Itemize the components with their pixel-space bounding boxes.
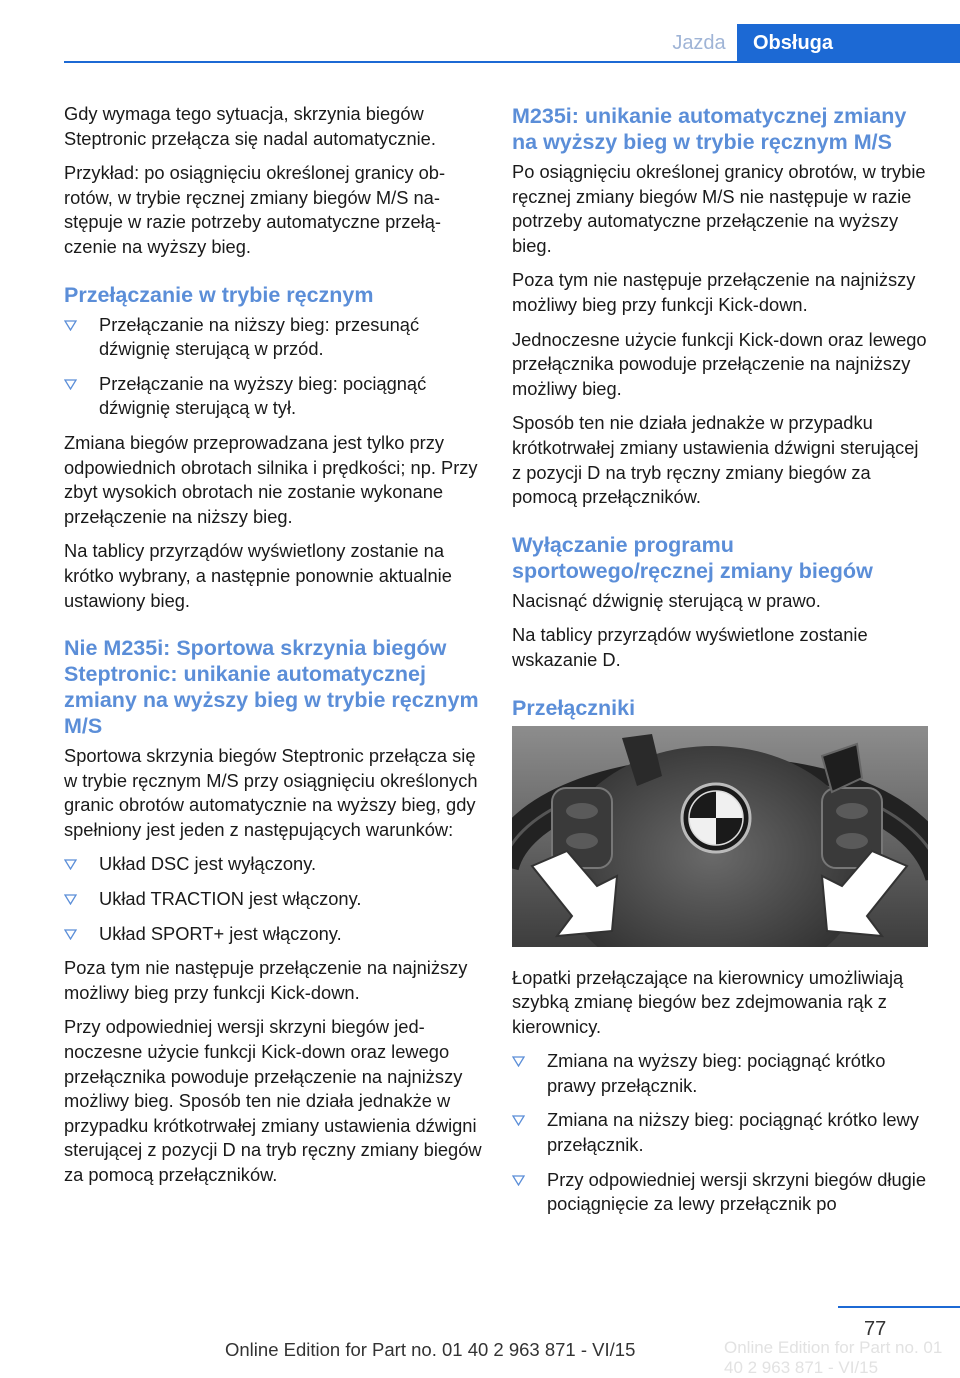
paragraph: Sportowa skrzynia biegów Steptronic przełącza się w trybie ręcznym M/S przy osiągnięciu określonych granic obrotów automatycznie na wyższy bieg, gdy spełniony jest jeden z następujących warunków: [64, 745, 478, 840]
list-item [512, 1168, 928, 1217]
list-item-text: Zmiana na niższy bieg: pociągnąć krótko lewy przełącznik. [547, 1109, 919, 1156]
tab-jazda[interactable]: Jazda [672, 32, 726, 54]
list-item [64, 887, 486, 912]
paragraph: Łopatki przełączające na kierownicy umożliwiają szybką zmianę biegów bez zdejmowania rąk z kierownicy. [512, 966, 904, 1037]
list-item-text: Układ SPORT+ jest włączony. [99, 922, 342, 944]
watermark-text: Online Edition for Part no. 01 40 2 963 871 - VI/15 [724, 1338, 943, 1377]
list-item-text: Przełączanie na wyższy bieg: pociągnąć dźwignię sterującą w tył. [99, 372, 427, 419]
paragraph: Przy odpowiedniej wersji skrzyni biegów jednoczesne użycie funkcji Kick-down oraz lewego przełącznika powoduje przełączenie na najniższy możliwy bieg. Sposób ten nie działa jednakże w przypadku krótkotrwałej zmiany ustawienia dźwigni sterującej z pozycji D na tryb ręczny zmiany biegów za pomocą przełączników. [64, 1016, 482, 1185]
section-heading: Przełączanie w trybie ręcznym [64, 282, 374, 307]
paragraph: Poza tym nie następuje przełączenie na najniższy możliwy bieg przy funkcji Kick-down. [64, 957, 468, 1003]
list-item [64, 313, 486, 362]
edition-footer: Online Edition for Part no. 01 40 2 963 871 - VI/15 [225, 1339, 636, 1360]
section-heading: Przełączniki [512, 695, 636, 720]
list-item-text: Układ DSC jest wyłączony. [99, 853, 317, 875]
paragraph: Po osiągnięciu określonej granicy obrotów, w trybie ręcznej zmiany biegów M/S nie następuje w razie potrzeby automatyczne przełączenie na wyższy bieg. [512, 161, 926, 256]
bullet-list [64, 313, 486, 421]
paragraph: Gdy wymaga tego sytuacja, skrzynia biegów Steptronic przełącza się nadal automatycznie. [64, 103, 436, 149]
triangle-bullet-icon [64, 379, 77, 390]
paragraph: Na tablicy przyrządów wyświetlony zostanie na krótko wybrany, a następnie ponownie aktualnie ustawiony bieg. [64, 540, 452, 611]
list-item [64, 922, 486, 947]
triangle-bullet-icon [64, 320, 77, 331]
triangle-bullet-icon [64, 859, 77, 870]
paragraph: Sposób ten nie działa jednakże w przypadku krótkotrwałej zmiany ustawienia dźwigni sterującej z pozycji D na tryb ręczny zmiany biegów za pomocą przełączników. [512, 412, 919, 508]
section-heading: Wyłączanie programu sportowego/ręcznej zmiany biegów [512, 532, 873, 583]
list-item-text: Przy odpowiedniej wersji skrzyni biegów długie pociągnięcie za lewy przełącznik po [547, 1168, 927, 1215]
triangle-bullet-icon [512, 1175, 525, 1186]
paragraph: Poza tym nie następuje przełączenie na najniższy możliwy bieg przy funkcji Kick-down. [512, 269, 916, 315]
paragraph: Zmiana biegów przeprowadzana jest tylko przy odpowiednich obrotach silnika i prędkości; np. Przy zbyt wysokich obrotach nie zostanie wykonane przełączenie na niższy bieg. [64, 431, 478, 527]
triangle-bullet-icon [64, 894, 77, 905]
list-item [64, 852, 486, 877]
paragraph: Nacisnąć dźwignię sterującą w prawo. [512, 589, 821, 611]
footer-rule [838, 1306, 960, 1308]
steering-wheel-paddles-photo [512, 726, 928, 947]
section-heading: Nie M235i: Sportowa skrzynia biegów Steptronic: unikanie automatycznej zmiany na wyższy bieg w trybie ręcznym M/S [64, 636, 479, 739]
paragraph: Jednoczesne użycie funkcji Kick-down oraz lewego przełącznika powoduje przełączenie na najniższy możliwy bieg. [512, 328, 927, 399]
list-item [512, 1108, 928, 1157]
list-item-text: Układ TRACTION jest włączony. [99, 888, 362, 910]
paragraph: Na tablicy przyrządów wyświetlone zostanie wskazanie D. [512, 624, 868, 670]
list-item-text: Zmiana na wyższy bieg: pociągnąć krótko prawy przełącznik. [547, 1050, 886, 1096]
section-heading: M235i: unikanie automatycznej zmiany na wyższy bieg w trybie ręcznym M/S [512, 104, 907, 154]
triangle-bullet-icon [512, 1056, 525, 1067]
triangle-bullet-icon [64, 929, 77, 940]
list-item [64, 372, 486, 421]
list-item [512, 1049, 928, 1098]
right-column [512, 103, 928, 1227]
left-column [64, 102, 486, 1198]
triangle-bullet-icon [512, 1115, 525, 1126]
paragraph: Przykład: po osiągnięciu określonej granicy obrotów, w trybie ręcznej zmiany biegów M/S następuje w razie potrzeby automatyczne przełączenie na wyższy bieg. [64, 162, 446, 257]
bullet-list [64, 852, 486, 946]
header-rule [64, 61, 960, 63]
list-item-text: Przełączanie na niższy bieg: przesunąć dźwignię sterującą w przód. [99, 313, 420, 360]
bullet-list [512, 1049, 928, 1217]
tab-obsluga[interactable]: Obsługa [737, 24, 960, 62]
page-number: 77 [864, 1318, 887, 1340]
